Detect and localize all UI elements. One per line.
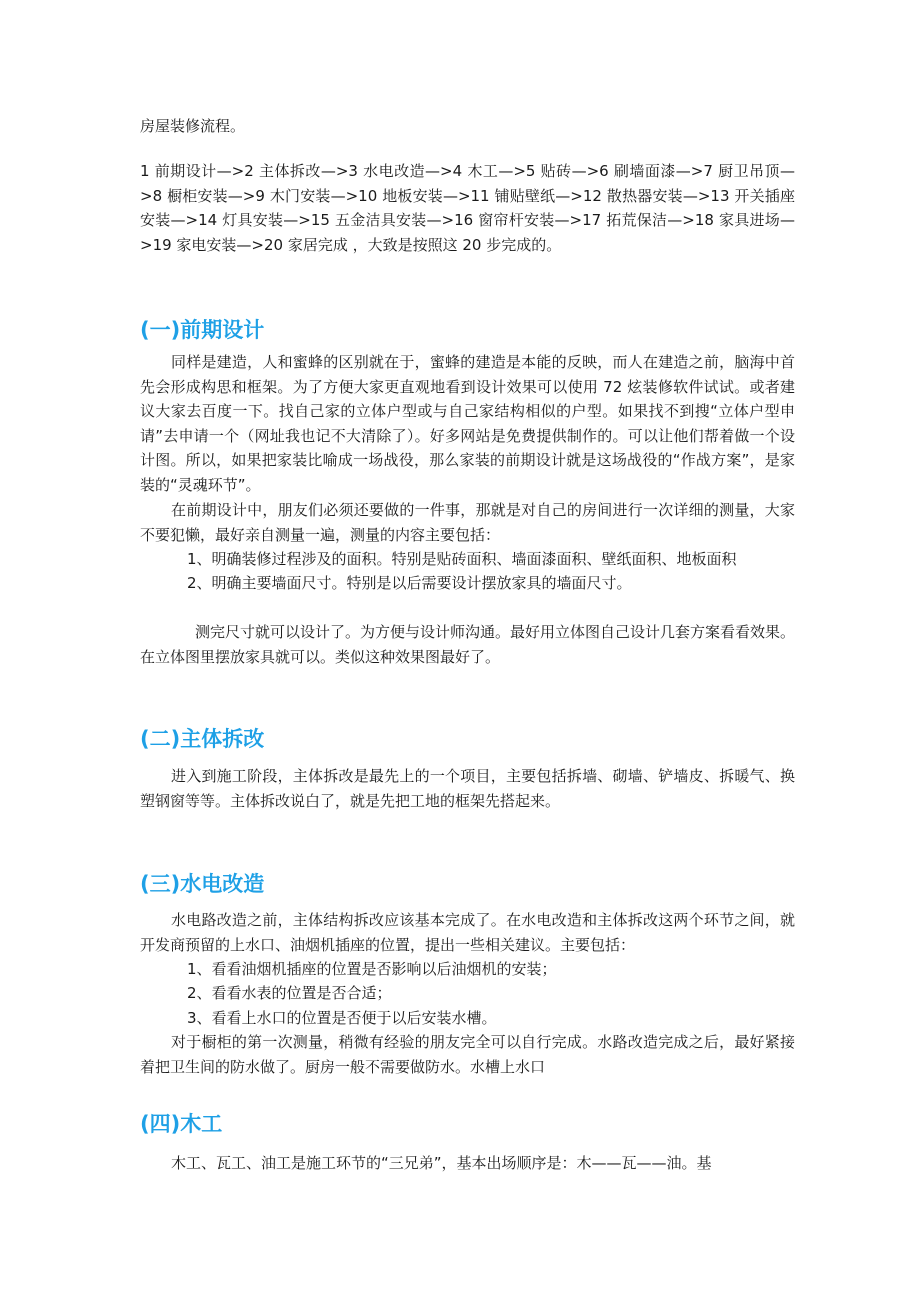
section-heading-design: (一)前期设计 — [140, 318, 265, 342]
section-heading-carpentry: (四)木工 — [140, 1112, 223, 1136]
section-heading-plumbing-electric: (三)水电改造 — [140, 872, 265, 896]
design-paragraph-3: 测完尺寸就可以设计了。为方便与设计师沟通。最好用立体图自己设计几套方案看看效果。在立体图里摆放家具就可以。类似这种效果图最好了。 — [140, 623, 796, 666]
design-list-item-1: 1、明确装修过程涉及的面积。特别是贴砖面积、墙面漆面积、壁纸面积、地板面积 — [187, 550, 737, 568]
plumbing-paragraph-1: 水电路改造之前，主体结构拆改应该基本完成了。在水电改造和主体拆改这两个环节之间，就开发商预留的上水口、油烟机插座的位置，提出一些相关建议。主要包括： — [140, 911, 795, 954]
document-title: 房屋装修流程。 — [140, 117, 246, 135]
design-paragraph-1: 同样是建造，人和蜜蜂的区别就在于，蜜蜂的建造是本能的反映，而人在建造之前，脑海中首先会形成构思和框架。为了方便大家更直观地看到设计效果可以使用 72 炫装修软件试试。或者建议大家去百度一下。找自己家的立体户型或与自己家结构相似的户型。如果找不到搜“立体户型申请”去申请一个（网址我也记不大清除了）。好多网站是免费提供制作的。可以让他们帮着做一个设计图。所以，如果把家装比喻成一场战役，那么家装的前期设计就是这场战役的“作战方案”，是家装的“灵魂环节”。 — [140, 353, 795, 494]
plumbing-list-item-2: 2、看看水表的位置是否合适； — [187, 984, 392, 1002]
section-heading-demolition: (二)主体拆改 — [140, 727, 265, 751]
design-list-item-2: 2、明确主要墙面尺寸。特别是以后需要设计摆放家具的墙面尺寸。 — [187, 574, 632, 592]
plumbing-list-item-3: 3、看看上水口的位置是否便于以后安装水槽。 — [187, 1009, 497, 1027]
overview-paragraph: 1 前期设计—>2 主体拆改—>3 水电改造—>4 木工—>5 贴砖—>6 刷墙面漆—>7 厨卫吊顶—>8 橱柜安装—>9 木门安装—>10 地板安装—>11 铺贴壁纸—>12 散热器安装—>13 开关插座安装—>14 灯具安装—>15 五金洁具安装—>16 窗帘杆安装—>17 拓荒保洁—>18 家具进场—>19 家电安装—>20 家居完成 ，大致是按照这 20 步完成的。 — [140, 162, 795, 254]
design-paragraph-2: 在前期设计中，朋友们必须还要做的一件事，那就是对自己的房间进行一次详细的测量，大家不要犯懒，最好亲自测量一遍，测量的内容主要包括： — [140, 501, 795, 544]
demolition-paragraph: 进入到施工阶段，主体拆改是最先上的一个项目，主要包括拆墙、砌墙、铲墙皮、拆暖气、换塑钢窗等等。主体拆改说白了，就是先把工地的框架先搭起来。 — [140, 767, 795, 810]
plumbing-list-item-1: 1、看看油烟机插座的位置是否影响以后油烟机的安装； — [187, 960, 557, 978]
carpentry-paragraph: 木工、瓦工、油工是施工环节的“三兄弟”，基本出场顺序是：木——瓦——油。基 — [171, 1154, 712, 1172]
plumbing-paragraph-2: 对于橱柜的第一次测量，稍微有经验的朋友完全可以自行完成。水路改造完成之后，最好紧接着把卫生间的防水做了。厨房一般不需要做防水。水槽上水口 — [140, 1033, 795, 1076]
